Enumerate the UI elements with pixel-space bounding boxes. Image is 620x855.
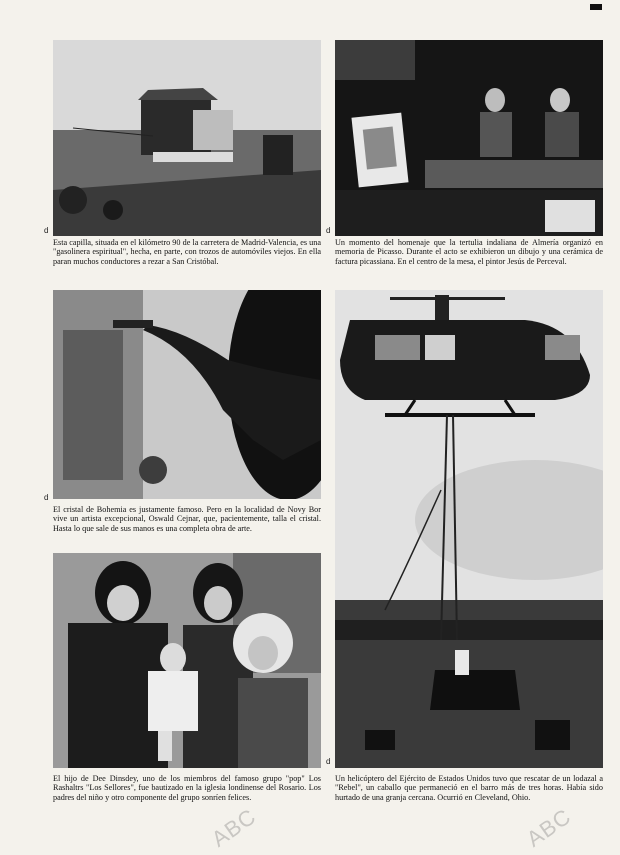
chapel-caption: Esta capilla, situada en el kilómetro 90 de la carretera de Madrid-Valencia, es una "gasolinera espiritual", hecha, en parte, con trozos de automóviles viejos. En ella paran muchos conductores a rezar a San Cristóbal. [53, 238, 321, 266]
side-letter: d [44, 226, 49, 235]
corner-mark [590, 4, 602, 10]
family-photo [53, 553, 321, 768]
family-illustration [53, 553, 321, 768]
glass-illustration [53, 290, 321, 499]
homage-caption: Un momento del homenaje que la tertulia indaliana de Almería organizó en memoria de Picasso. Durante el acto se exhibieron un dibujo y una cerámica de factura picassiana. En el centro de la mesa, el pintor Jesús de Perceval. [335, 238, 603, 266]
chapel-photo [53, 40, 321, 236]
helicopter-photo [335, 290, 603, 768]
side-letter: d [326, 226, 331, 235]
homage-illustration [335, 40, 603, 236]
watermark: ABC [521, 803, 576, 852]
side-letter: d [44, 493, 49, 502]
side-letter: d [326, 757, 331, 766]
watermark: ABC [206, 803, 261, 852]
homage-photo [335, 40, 603, 236]
helicopter-illustration [335, 290, 603, 768]
glass-photo [53, 290, 321, 499]
glass-caption: El cristal de Bohemia es justamente famoso. Pero en la localidad de Novy Bor vive un artista excepcional, Oswald Cejnar, que, pacientemente, talla el cristal. Hasta lo que sale de sus manos es una completa obra de arte. [53, 505, 321, 533]
family-caption: El hijo de Dee Dinsdey, uno de los miembros del famoso grupo "pop" Los Rashaltrs "Los Sellores", fue bautizado en la iglesia londinense del Rosario. Los padres del niño y otro componente del grupo sonríen felices. [53, 774, 321, 802]
helicopter-caption: Un helicóptero del Ejército de Estados Unidos tuvo que rescatar de un lodazal a "Rebel", un caballo que permaneció en el barro más de tres horas. Había sido hurtado de una granja cercana. Ocurrió en Cleveland, Ohio. [335, 774, 603, 802]
chapel-illustration [53, 40, 321, 236]
